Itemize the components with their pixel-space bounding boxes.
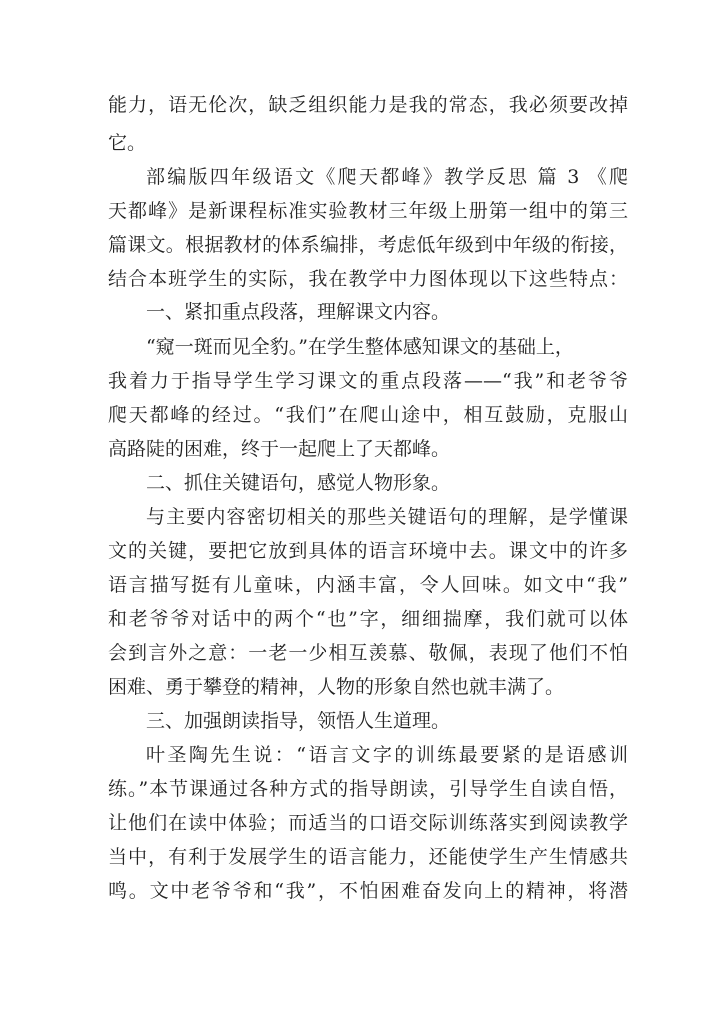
text-line: 语言描写挺有儿童味，内涵丰富，令人回味。如文中“我” <box>108 574 628 596</box>
text-line: 困难、勇于攀登的精神，人物的形象自然也就丰满了。 <box>108 676 565 698</box>
text-line: 结合本班学生的实际，我在教学中力图体现以下这些特点： <box>108 268 628 290</box>
text-line: 能力，语无伦次，缺乏组织能力是我的常态，我必须要改掉 <box>108 94 628 116</box>
text-line: 高路陡的困难，终于一起爬上了天都峰。 <box>108 438 451 460</box>
text-line: 我着力于指导学生学习课文的重点段落——“我”和老爷爷 <box>108 370 628 392</box>
text-line: 叶圣陶先生说：“语言文字的训练最要紧的是语感训 <box>146 744 628 766</box>
text-line: 篇课文。根据教材的体系编排，考虑低年级到中年级的衔接， <box>108 234 628 256</box>
text-line: 让他们在读中体验；而适当的口语交际训练落实到阅读教学 <box>108 812 628 834</box>
text-line: 当中，有利于发展学生的语言能力，还能使学生产生情感共 <box>108 846 628 868</box>
text-line: 练。”本节课通过各种方式的指导朗读，引导学生自读自悟， <box>108 778 628 800</box>
text-line: 它。 <box>108 132 147 154</box>
text-line: 二、抓住关键语句，感觉人物形象。 <box>146 472 451 494</box>
text-line: 文的关键，要把它放到具体的语言环境中去。课文中的许多 <box>108 540 628 562</box>
text-line: 一、紧扣重点段落，理解课文内容。 <box>146 301 451 323</box>
text-line: 和老爷爷对话中的两个“也”字，细细揣摩，我们就可以体 <box>108 608 628 630</box>
text-line: 鸣。文中老爷爷和“我”，不怕困难奋发向上的精神，将潜 <box>108 880 628 902</box>
text-line: 部编版四年级语文《爬天都峰》教学反思 篇 3 《爬 <box>146 166 628 188</box>
text-line: 三、加强朗读指导，领悟人生道理。 <box>146 710 451 732</box>
text-line: “窥一斑而见全豹。”在学生整体感知课文的基础上， <box>146 336 574 358</box>
text-line: 会到言外之意：一老一少相互羡慕、敬佩，表现了他们不怕 <box>108 642 628 664</box>
text-line: 爬天都峰的经过。“我们”在爬山途中，相互鼓励，克服山 <box>108 404 628 426</box>
text-line: 天都峰》是新课程标准实验教材三年级上册第一组中的第三 <box>108 200 628 222</box>
text-line: 与主要内容密切相关的那些关键语句的理解，是学懂课 <box>146 506 628 528</box>
